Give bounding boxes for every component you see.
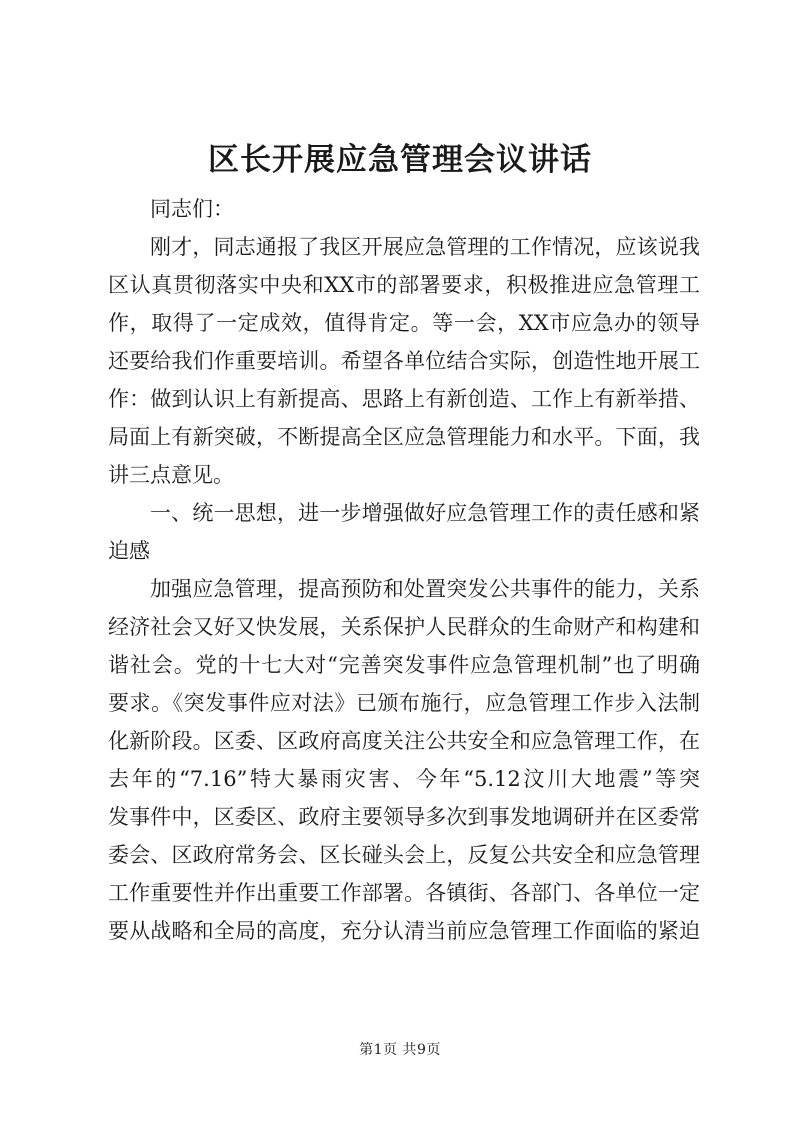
paragraph-1-line-3: 作，取得了一定成效，值得肯定。等一会，XX市应急办的领导: [108, 311, 700, 335]
page-number-footer: 第1页 共9页: [359, 1042, 441, 1058]
salutation-line: 同志们：: [150, 197, 234, 221]
paragraph-2-line-1: 加强应急管理，提高预防和处置突发公共事件的能力，关系: [150, 577, 700, 601]
paragraph-2-line-2: 经济社会又好又快发展，关系保护人民群众的生命财产和构建和: [108, 615, 700, 639]
paragraph-2-line-9: 工作重要性并作出重要工作部署。各镇街、各部门、各单位一定: [108, 881, 700, 905]
paragraph-2-line-10: 要从战略和全局的高度，充分认清当前应急管理工作面临的紧迫: [108, 919, 700, 943]
paragraph-1-line-2: 区认真贯彻落实中央和XX市的部署要求，积极推进应急管理工: [108, 273, 700, 297]
paragraph-1-line-4: 还要给我们作重要培训。希望各单位结合实际，创造性地开展工: [108, 349, 700, 373]
paragraph-2-line-6: 去年的“7.16”特大暴雨灾害、今年“5.12汶川大地震”等突: [108, 767, 700, 791]
document-title: 区长开展应急管理会议讲话: [208, 142, 592, 178]
paragraph-2-line-8: 委会、区政府常务会、区长碰头会上，反复公共安全和应急管理: [108, 843, 700, 867]
paragraph-1-line-5: 作：做到认识上有新提高、思路上有新创造、工作上有新举措、: [108, 387, 700, 411]
paragraph-2-line-3: 谐社会。党的十七大对“完善突发事件应急管理机制”也了明确: [108, 653, 700, 677]
document-body: [108, 190, 700, 950]
paragraph-1-line-1: 刚才，同志通报了我区开展应急管理的工作情况，应该说我: [150, 235, 700, 259]
section-heading-line-1: 一、统一思想，进一步增强做好应急管理工作的责任感和紧: [150, 501, 700, 525]
paragraph-1-line-6: 局面上有新突破，不断提高全区应急管理能力和水平。下面，我: [108, 425, 700, 449]
paragraph-2-line-7: 发事件中，区委区、政府主要领导多次到事发地调研并在区委常: [108, 805, 700, 829]
paragraph-2-line-4: 要求。《突发事件应对法》已颁布施行，应急管理工作步入法制: [108, 691, 700, 715]
paragraph-2-line-5: 化新阶段。区委、区政府高度关注公共安全和应急管理工作，在: [108, 729, 700, 753]
paragraph-1-line-7: 讲三点意见。: [108, 463, 234, 487]
section-heading-line-2: 迫感: [108, 539, 150, 563]
